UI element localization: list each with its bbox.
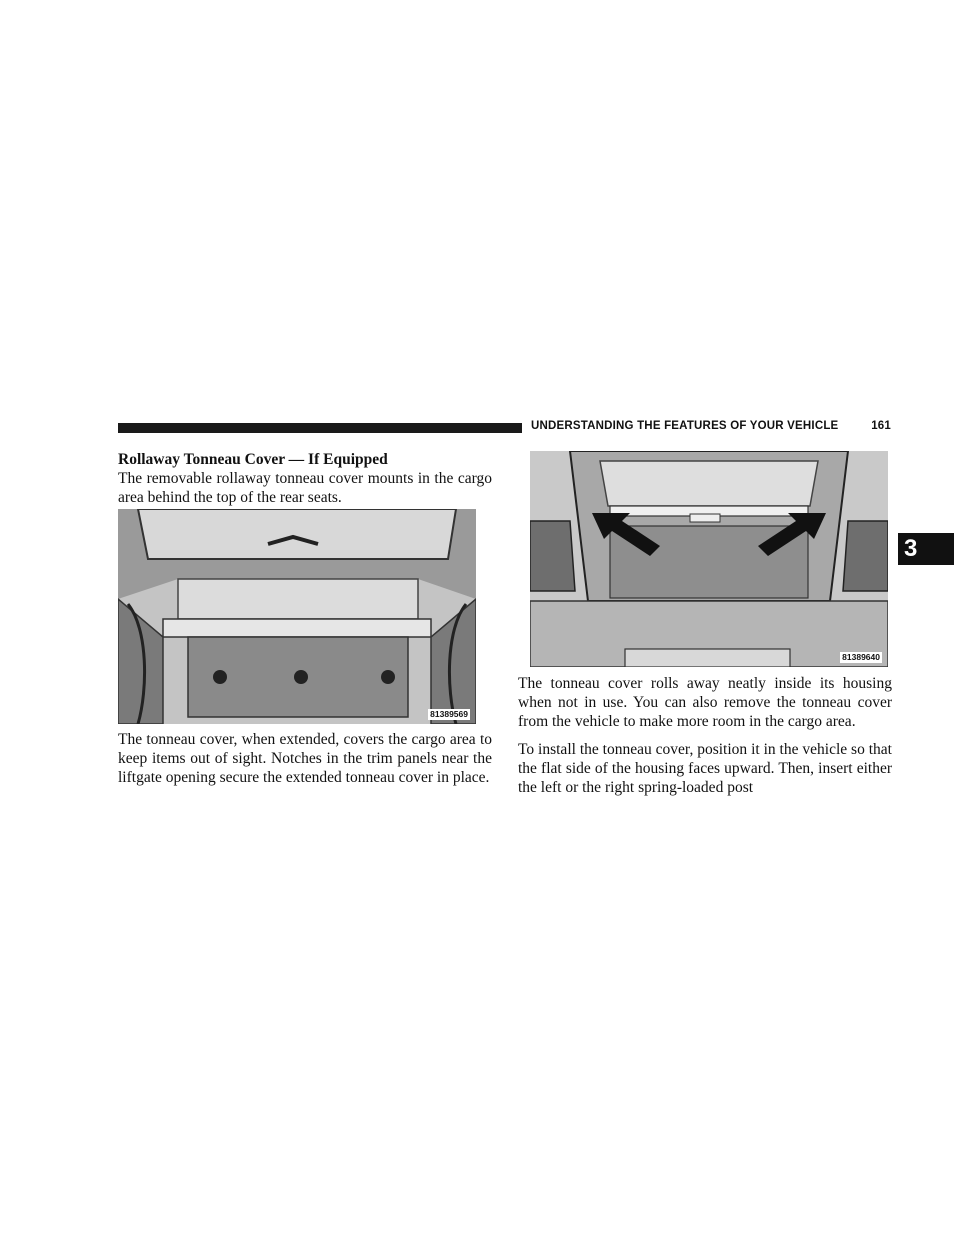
- right-column-text: [518, 674, 892, 797]
- left-column-bottom: [118, 730, 492, 787]
- page-number: 161: [871, 420, 891, 432]
- running-header: [531, 420, 891, 432]
- body-paragraph: The tonneau cover, when extended, covers the cargo area to keep items out of sight. Notches in the trim panels near the liftgate opening secure the extended tonneau cover in place.: [118, 731, 492, 786]
- liftgate-illustration: [530, 451, 888, 667]
- cargo-area-figure: [118, 509, 476, 724]
- body-paragraph: To install the tonneau cover, position it in the vehicle so that the flat side of the housing faces upward. Then, insert either the left or the right spring-loaded post: [518, 741, 892, 796]
- figure-label: 81389640: [842, 652, 880, 662]
- body-paragraph: The tonneau cover rolls away neatly inside its housing when not in use. You can also remove the tonneau cover from the vehicle to make more room in the cargo area.: [518, 675, 892, 730]
- intro-paragraph: The removable rollaway tonneau cover mounts in the cargo area behind the top of the rear seats.: [118, 470, 492, 506]
- figure-label: 81389569: [430, 709, 468, 719]
- header-rule: [118, 423, 522, 433]
- left-column-top: [118, 450, 492, 507]
- chapter-tab: 3: [898, 533, 954, 565]
- section-title: UNDERSTANDING THE FEATURES OF YOUR VEHICLE: [531, 420, 839, 432]
- rear-liftgate-figure: [530, 451, 888, 667]
- cargo-area-illustration: [118, 509, 476, 724]
- section-heading: Rollaway Tonneau Cover — If Equipped: [118, 451, 388, 468]
